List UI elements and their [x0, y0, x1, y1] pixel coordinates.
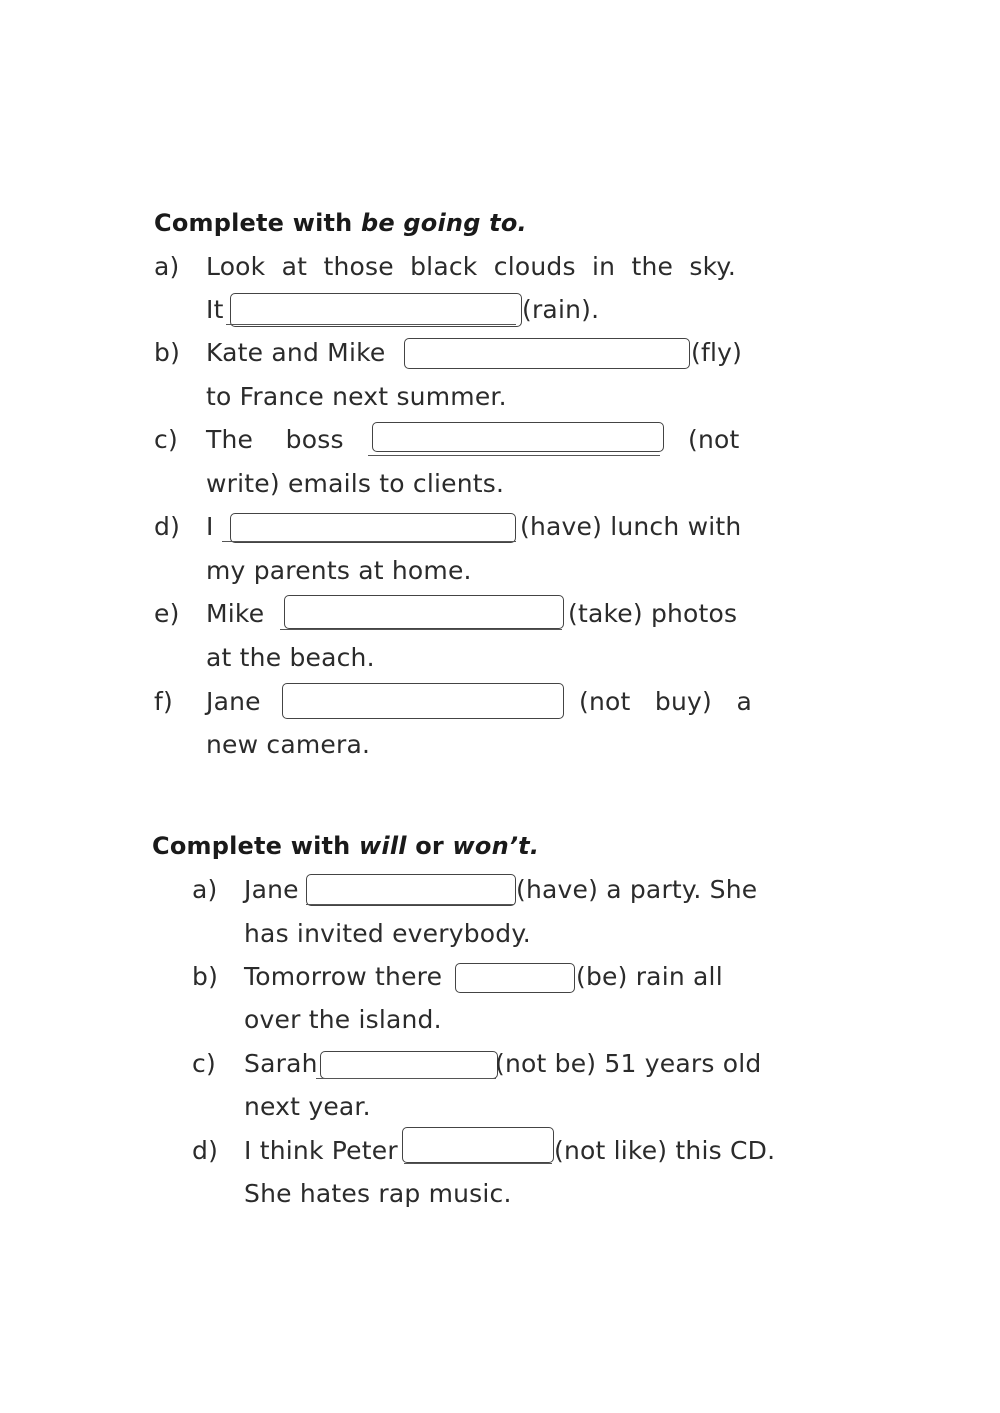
item-letter: d)	[192, 1136, 219, 1165]
item-text-after: (fly)	[691, 338, 743, 367]
item-text-line2: She hates rap music.	[244, 1179, 512, 1208]
underline	[368, 455, 660, 456]
item-text-before: Jane	[244, 875, 299, 904]
item-text-before: Kate and Mike	[206, 338, 386, 367]
item-letter: b)	[192, 962, 219, 991]
item-text-line2: at the beach.	[206, 643, 375, 672]
answer-input-2c[interactable]	[320, 1051, 498, 1079]
item-letter: b)	[154, 338, 181, 367]
item-text-after: (take) photos	[568, 599, 738, 628]
item-text-line2: has invited everybody.	[244, 919, 531, 948]
section1-title: Complete with be going to.	[154, 209, 527, 237]
underline	[222, 541, 516, 542]
item-text-before: Mike	[206, 599, 265, 628]
item-text-after: (have) lunch with	[520, 512, 742, 541]
answer-input-1b[interactable]	[404, 338, 690, 369]
item-text-before: The boss	[206, 425, 344, 454]
item-letter: e)	[154, 599, 180, 628]
answer-input-1c[interactable]	[372, 422, 664, 452]
underline	[226, 324, 516, 325]
item-text-before: I think Peter	[244, 1136, 398, 1165]
answer-input-2a[interactable]	[306, 874, 516, 906]
underline	[404, 1163, 552, 1164]
item-text-after: (not buy) a	[579, 687, 752, 716]
item-text-before: Sarah	[244, 1049, 318, 1078]
item-text-line2: new camera.	[206, 730, 371, 759]
answer-input-2b[interactable]	[455, 963, 575, 993]
underline	[280, 629, 562, 630]
answer-input-1a[interactable]	[230, 293, 522, 327]
item-text-line2: my parents at home.	[206, 556, 472, 585]
item-text-after: (not be) 51 years old	[495, 1049, 762, 1078]
underline	[316, 1078, 496, 1079]
item-text-after: (be) rain all	[576, 962, 723, 991]
item-text-line2: write) emails to clients.	[206, 469, 505, 498]
item-letter: d)	[154, 512, 181, 541]
item-text-after: (rain).	[522, 295, 600, 324]
underline	[306, 904, 514, 905]
item-letter: a)	[192, 875, 218, 904]
item-text-before: It	[206, 295, 224, 324]
item-letter: c)	[154, 425, 178, 454]
item-letter: a)	[154, 252, 180, 281]
answer-input-1d[interactable]	[230, 513, 516, 543]
item-text-line2: next year.	[244, 1092, 371, 1121]
item-letter: c)	[192, 1049, 216, 1078]
item-letter: f)	[154, 687, 173, 716]
item-text-after: (not	[688, 425, 740, 454]
answer-input-1f[interactable]	[282, 683, 564, 719]
item-text-after: (not like) this CD.	[554, 1136, 776, 1165]
item-text-before: Tomorrow there	[244, 962, 443, 991]
item-text-line1: Look at those black clouds in the sky.	[206, 252, 736, 281]
answer-input-1e[interactable]	[284, 595, 564, 629]
item-text-line2: to France next summer.	[206, 382, 507, 411]
item-text-after: (have) a party. She	[516, 875, 758, 904]
item-text-before: I	[206, 512, 214, 541]
section2-title: Complete with will or won’t.	[152, 832, 540, 860]
item-text-before: Jane	[206, 687, 261, 716]
item-text-line2: over the island.	[244, 1005, 442, 1034]
answer-input-2d[interactable]	[402, 1127, 554, 1163]
